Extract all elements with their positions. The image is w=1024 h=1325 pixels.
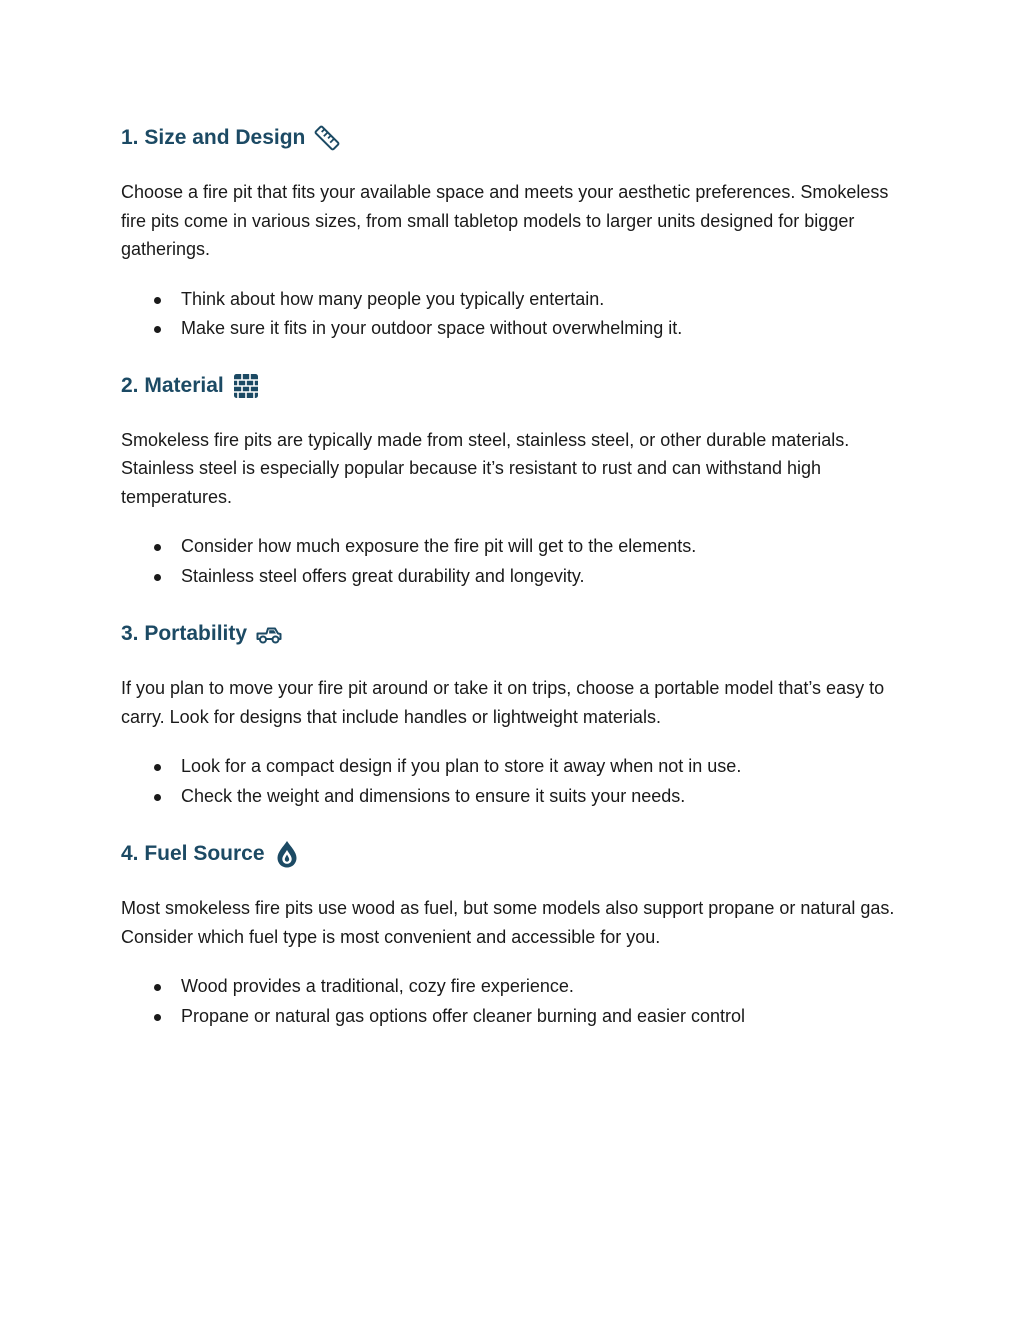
bullet-dot <box>154 574 161 581</box>
bullet-dot <box>154 544 161 551</box>
list-item <box>121 1002 901 1032</box>
bullet-dot <box>154 794 161 801</box>
document-page <box>121 118 901 1031</box>
list-item <box>121 285 901 315</box>
section-heading-text: 4. Fuel Source <box>121 842 265 865</box>
list-item-text: Make sure it fits in your outdoor space without overwhelming it. <box>181 318 683 338</box>
bullet-list <box>121 532 901 591</box>
bullet-dot <box>154 1014 161 1021</box>
section-heading <box>121 366 901 406</box>
ruler-icon <box>313 124 341 152</box>
bullet-dot <box>154 764 161 771</box>
section-heading <box>121 118 901 158</box>
section-material <box>121 366 901 592</box>
section-heading <box>121 834 901 874</box>
section-heading-text: 3. Portability <box>121 622 248 645</box>
section-paragraph: Choose a fire pit that fits your available space and meets your aesthetic preferences. Smokeless fire pits come in various sizes, from small tabletop models to larger units designed for bigger gatherings. <box>121 182 889 259</box>
bullet-list <box>121 285 901 344</box>
section-size-and-design <box>121 118 901 344</box>
bullet-dot <box>154 297 161 304</box>
list-item <box>121 314 901 344</box>
section-portability <box>121 614 901 811</box>
list-item-text: Look for a compact design if you plan to store it away when not in use. <box>181 756 742 776</box>
section-fuel-source <box>121 834 901 1031</box>
list-item-text: Think about how many people you typically entertain. <box>181 288 605 309</box>
bullet-dot <box>154 326 161 333</box>
list-item <box>121 972 901 1002</box>
bullet-list <box>121 972 901 1031</box>
section-heading-text: 2. Material <box>121 373 224 397</box>
section-paragraph: Most smokeless fire pits use wood as fuel, but some models also support propane or natural gas. Consider which fuel type is most convenient and accessible for you. <box>121 898 895 947</box>
section-paragraph: If you plan to move your fire pit around or take it on trips, choose a portable model that’s easy to carry. Look for designs that include handles or lightweight materials. <box>121 678 885 727</box>
section-heading <box>121 614 901 654</box>
list-item-text: Stainless steel offers great durability and longevity. <box>181 565 585 586</box>
brick-wall-icon <box>232 372 260 400</box>
section-paragraph: Smokeless fire pits are typically made from steel, stainless steel, or other durable materials. Stainless steel is especially popular because it’s resistant to rust and can withstand high temperatures. <box>121 429 850 507</box>
list-item-text: Wood provides a traditional, cozy fire experience. <box>181 976 574 996</box>
list-item <box>121 782 901 812</box>
list-item-text: Check the weight and dimensions to ensure it suits your needs. <box>181 785 686 806</box>
list-item-text: Consider how much exposure the fire pit will get to the elements. <box>181 536 697 556</box>
pickup-truck-icon <box>255 620 283 648</box>
list-item <box>121 532 901 562</box>
fuel-drop-icon <box>273 840 301 868</box>
list-item <box>121 752 901 782</box>
list-item-text: Propane or natural gas options offer cleaner burning and easier control <box>181 1005 746 1026</box>
list-item <box>121 562 901 592</box>
bullet-dot <box>154 984 161 991</box>
bullet-list <box>121 752 901 811</box>
section-heading-text: 1. Size and Design <box>121 126 306 149</box>
